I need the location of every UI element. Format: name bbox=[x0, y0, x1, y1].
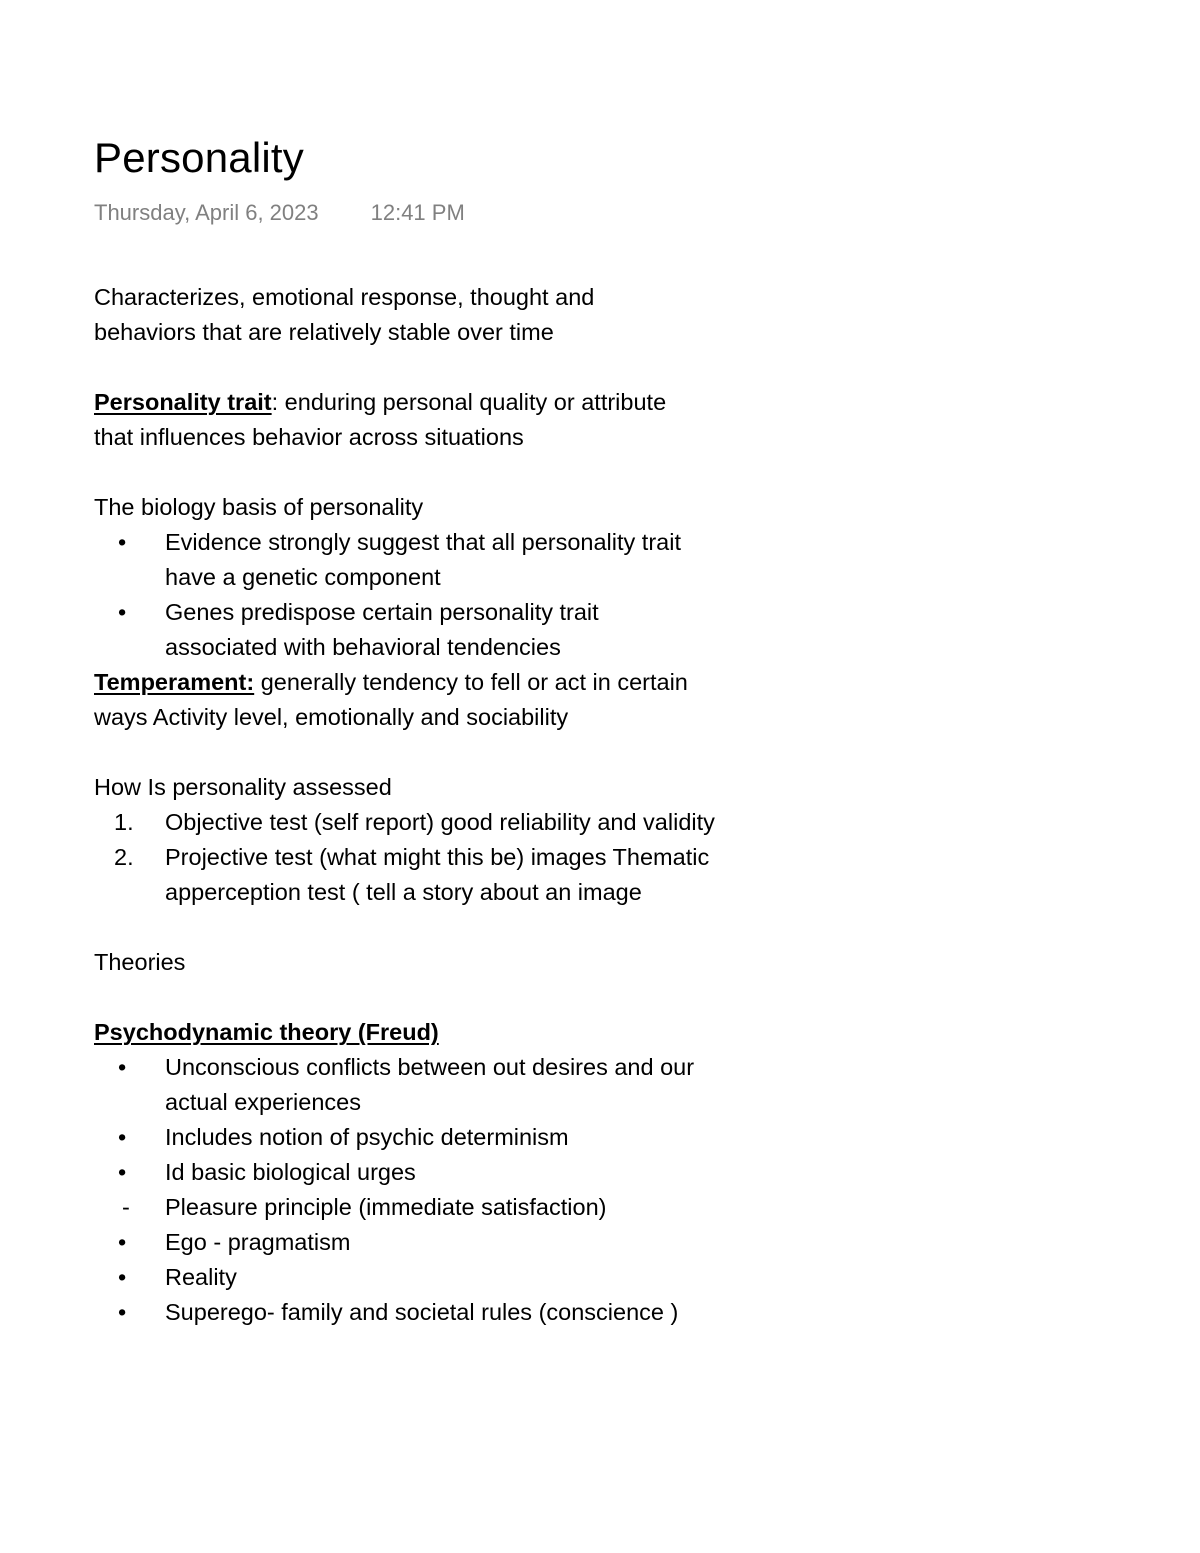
note-time: 12:41 PM bbox=[370, 200, 465, 225]
assessment-heading: How Is personality assessed bbox=[94, 774, 392, 800]
assessment-item-text: Projective test (what might this be) images Thematic apperception test ( tell a story about an image bbox=[165, 844, 710, 905]
list-item bbox=[94, 805, 734, 840]
bullet-icon: • bbox=[118, 1229, 127, 1255]
list-item bbox=[94, 1225, 754, 1260]
psychodynamic-heading bbox=[94, 1015, 854, 1050]
psychodynamic-item-text: Unconscious conflicts between out desires and our actual experiences bbox=[165, 1054, 695, 1115]
biology-item-text: Genes predispose certain personality trait associated with behavioral tendencies bbox=[165, 599, 599, 660]
psychodynamic-list bbox=[94, 1050, 754, 1330]
bullet-icon: • bbox=[118, 599, 127, 625]
bullet-icon: • bbox=[118, 1054, 127, 1080]
theories-heading: Theories bbox=[94, 949, 186, 975]
psychodynamic-item-text: Reality bbox=[165, 1264, 237, 1290]
list-item bbox=[94, 1190, 754, 1225]
psychodynamic-item-text: Pleasure principle (immediate satisfaction) bbox=[165, 1194, 607, 1220]
note-date: Thursday, April 6, 2023 bbox=[94, 200, 319, 225]
dash-icon: - bbox=[122, 1194, 130, 1220]
list-item bbox=[94, 1120, 754, 1155]
list-item bbox=[94, 840, 734, 910]
psychodynamic-item-text: Id basic biological urges bbox=[165, 1159, 416, 1185]
trait-definition: : enduring personal quality or attribute that influences behavior across situations bbox=[94, 389, 667, 450]
page-title: Personality bbox=[94, 134, 304, 181]
biology-heading: The biology basis of personality bbox=[94, 494, 424, 520]
list-item bbox=[94, 1295, 754, 1330]
bullet-icon: • bbox=[118, 1159, 127, 1185]
psychodynamic-item-text: Ego - pragmatism bbox=[165, 1229, 351, 1255]
trait-term: Personality trait bbox=[94, 389, 272, 415]
list-item bbox=[94, 1260, 754, 1295]
assessment-item-text: Objective test (self report) good reliability and validity bbox=[165, 809, 715, 835]
assessment-list bbox=[94, 805, 734, 910]
temperament-term: Temperament: bbox=[94, 669, 255, 695]
psychodynamic-title: Psychodynamic theory (Freud) bbox=[94, 1019, 439, 1045]
bullet-icon: • bbox=[118, 1299, 127, 1325]
temperament-definition: generally tendency to fell or act in certain ways Activity level, emotionally and sociability bbox=[94, 669, 688, 730]
biology-list bbox=[94, 525, 704, 665]
list-item bbox=[94, 1155, 754, 1190]
list-item bbox=[94, 1050, 754, 1120]
list-item bbox=[94, 525, 704, 595]
list-number: 2. bbox=[114, 844, 134, 870]
psychodynamic-item-text: Superego- family and societal rules (conscience ) bbox=[165, 1299, 679, 1325]
note-page bbox=[94, 130, 854, 1330]
list-number: 1. bbox=[114, 809, 134, 835]
note-timestamp bbox=[94, 198, 854, 228]
biology-item-text: Evidence strongly suggest that all personality trait have a genetic component bbox=[165, 529, 681, 590]
temperament-paragraph bbox=[94, 665, 734, 735]
trait-paragraph bbox=[94, 385, 704, 455]
note-body bbox=[94, 280, 854, 1330]
bullet-icon: • bbox=[118, 529, 127, 555]
bullet-icon: • bbox=[118, 1264, 127, 1290]
bullet-icon: • bbox=[118, 1124, 127, 1150]
psychodynamic-item-text: Includes notion of psychic determinism bbox=[165, 1124, 569, 1150]
list-item bbox=[94, 595, 704, 665]
intro-paragraph: Characterizes, emotional response, thought and behaviors that are relatively stable over time bbox=[94, 284, 595, 345]
